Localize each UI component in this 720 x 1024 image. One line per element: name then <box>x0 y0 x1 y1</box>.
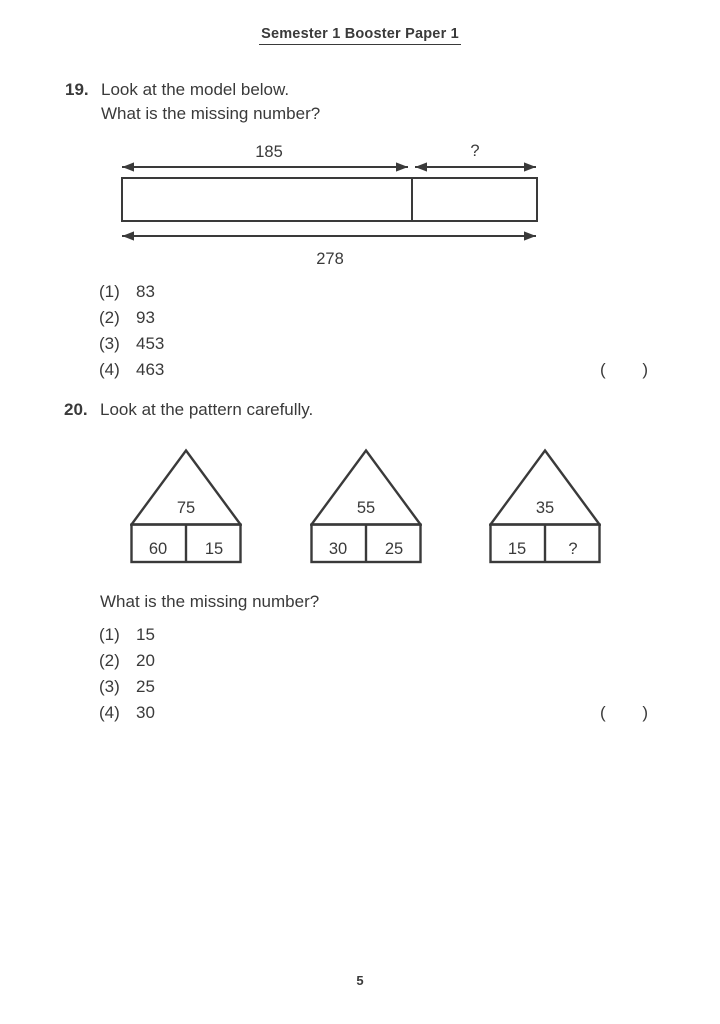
q20-option-2-value: 20 <box>136 651 155 670</box>
q20-answer-bracket-close: ) <box>642 703 648 722</box>
q19-option-4-num: (4) <box>99 360 120 379</box>
q19-prompt-line2: What is the missing number? <box>101 104 321 123</box>
q19-option-3-value: 453 <box>136 334 165 353</box>
figure-2-top-value: 55 <box>356 499 376 517</box>
q20-option-4-value: 30 <box>136 703 155 722</box>
q20-answer-bracket-open: ( <box>600 703 606 722</box>
q20-option-4-num: (4) <box>99 703 120 722</box>
q19-number: 19. <box>65 80 89 99</box>
q19-answer-bracket-close: ) <box>642 360 648 379</box>
q19-answer-bracket-open: ( <box>600 360 606 379</box>
q20-option-1-num: (1) <box>99 625 120 644</box>
q20-option-2-num: (2) <box>99 651 120 670</box>
q19-option-4-value: 463 <box>136 360 165 379</box>
q20-option-3-num: (3) <box>99 677 120 696</box>
pattern-figure-2 <box>310 448 422 564</box>
q20-option-2 <box>99 650 155 671</box>
bar-rectangle <box>122 178 537 221</box>
q20-question: What is the missing number? <box>100 592 320 611</box>
q19-option-2-num: (2) <box>99 308 120 327</box>
q19-option-3 <box>99 333 164 354</box>
q20-number: 20. <box>64 400 88 419</box>
figure-3-top-value: 35 <box>535 499 555 517</box>
figure-1-right-value: 15 <box>204 540 224 558</box>
page-footer <box>0 972 720 990</box>
pattern-figure-3 <box>489 448 601 564</box>
q20-prompt: Look at the pattern carefully. <box>100 400 314 419</box>
q19-option-1 <box>99 281 155 302</box>
q19-answer-bracket <box>600 359 648 380</box>
q20-answer-bracket <box>600 702 648 723</box>
figure-1-top-value: 75 <box>176 499 196 517</box>
q19-option-3-num: (3) <box>99 334 120 353</box>
figure-2-right-value: 25 <box>384 540 404 558</box>
figure-2-left-value: 30 <box>328 540 348 558</box>
q20-option-1 <box>99 624 155 645</box>
q20-option-1-value: 15 <box>136 625 155 644</box>
q19-option-1-num: (1) <box>99 282 120 301</box>
q19-option-2 <box>99 307 155 328</box>
bar-model-diagram <box>118 140 540 272</box>
page-number: 5 <box>356 973 364 988</box>
bar-known-part-label: 185 <box>255 143 283 161</box>
q19-option-4 <box>99 359 164 380</box>
pattern-figure-1 <box>130 448 242 564</box>
q20-option-4 <box>99 702 155 723</box>
q20-option-3 <box>99 676 155 697</box>
bar-total-label: 278 <box>316 250 344 268</box>
figure-3-right-value: ? <box>568 540 578 558</box>
page-title: Semester 1 Booster Paper 1 <box>259 26 461 45</box>
figure-3-left-value: 15 <box>507 540 527 558</box>
figure-1-left-value: 60 <box>148 540 168 558</box>
bar-missing-part-label: ? <box>470 142 480 160</box>
page-header <box>0 25 720 45</box>
q19-prompt-line1: Look at the model below. <box>101 80 290 99</box>
q19-option-2-value: 93 <box>136 308 155 327</box>
q20-option-3-value: 25 <box>136 677 155 696</box>
q19-option-1-value: 83 <box>136 282 155 301</box>
